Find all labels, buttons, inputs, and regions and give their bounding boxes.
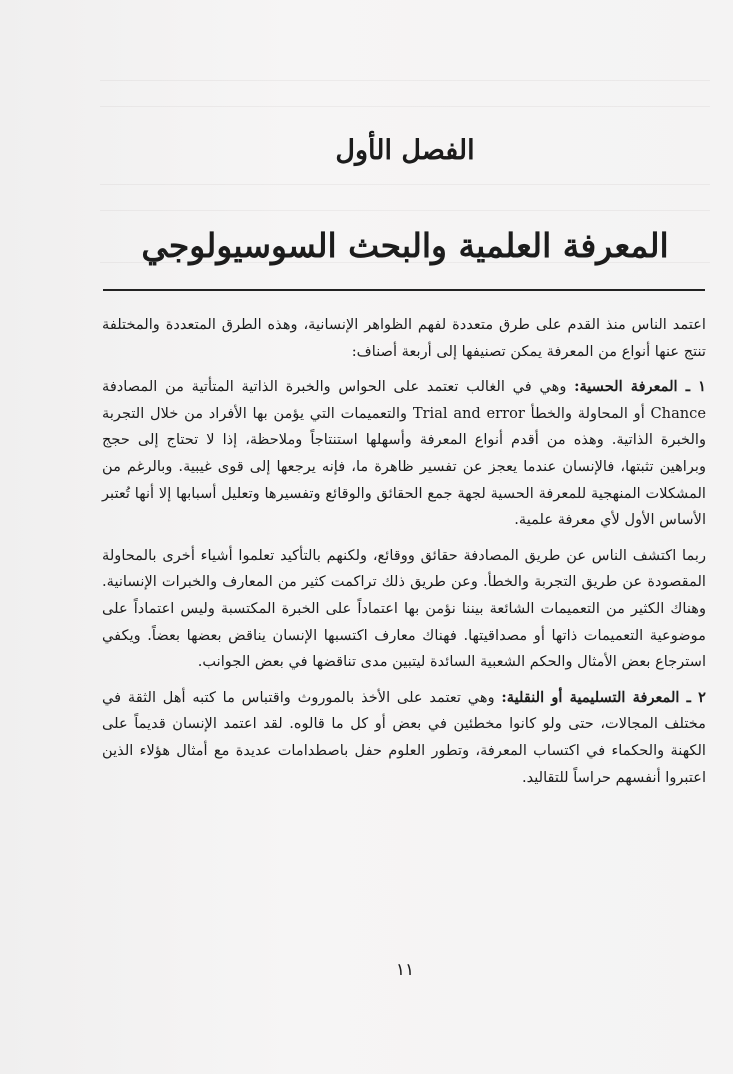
paragraph-2: ربما اكتشف الناس عن طريق المصادفة حقائق ووقائع، ولكنهم بالتأكيد تعلموا أشياء أخرى بالمحاولة المقصودة عن طريق التجربة والخطأ. وعن طريق ذلك تراكمت كثير من المعارف والخبرات الإنسانية. وهناك الكثير من التعميمات الشائعة بيننا نؤمن بها اعتماداً على الخبرة المكتسبة وليس اعتماداً على موضوعية التعميمات ذاتها أو مصداقيتها. فهناك معارف اكتسبها الإنسان يناقض بعضها بعضاً. ويكفي استرجاع بعض الأمثال والحكم الشعبية السائدة ليتبين مدى تناقضها في بعض الجوانب. <box>102 546 706 671</box>
term-chance: Chance <box>650 404 706 422</box>
section-1-heading: ١ ـ المعرفة الحسية: <box>574 378 706 396</box>
title-divider <box>103 289 705 291</box>
intro-paragraph: اعتمد الناس منذ القدم على طرق متعددة لفهم الظواهر الإنسانية، وهذه الطرق المتعددة والمختلفة تنتج عنها أنواع من المعرفة يمكن تصنيفها إلى أربعة أصناف: <box>102 316 706 360</box>
section-1-paragraph <box>102 374 706 534</box>
bleed-through-line <box>100 106 710 107</box>
chapter-title: المعرفة العلمية والبحث السوسيولوجي <box>141 226 669 265</box>
section-1-text-a: وهي في الغالب تعتمد على الحواس والخبرة الذاتية المتأتية من المصادفة <box>102 378 575 396</box>
term-trial-and-error: Trial and error <box>412 404 525 422</box>
section-2-heading: ٢ ـ المعرفة التسليمية أو النقلية: <box>501 688 706 706</box>
bleed-through-line <box>100 210 710 211</box>
section-2-text: وهي تعتمد على الأخذ بالموروث واقتباس ما كتبه أهل الثقة في مختلف المجالات، حتى ولو كانوا مخطئين في بعض أو كل ما قالوه. لقد اعتمد الإنسان قديماً على الكهنة والحكماء في اكتساب المعرفة، وتطور العلوم حفل باصطدامات عديدة مع أمثال هؤلاء الذين اعتبروا أنفسهم حراساً للتقاليد. <box>102 688 706 786</box>
bleed-through-line <box>100 184 710 185</box>
section-1-text-c: والتعميمات التي يؤمن بها الأفراد من خلال التجربة والخبرة الذاتية. وهذه من أقدم أنواع المعرفة وأسهلها استنتاجاً وملاحظة، إذا لا تحتاج إلى حجج وبراهين تثبتها، فالإنسان عندما يعجز عن تفسير ظاهرة ما، فإنه يرجعها إلى قوى غيبية. وبالرغم من المشكلات المنهجية للمعرفة الحسية لجهة جمع الحقائق والوقائع وتفسيرها وتعليل أسبابها إلا أنها تُعتبر الأساس الأول لأي معرفة علمية. <box>102 404 706 529</box>
page-number: ١١ <box>395 960 415 980</box>
body-text <box>102 312 706 791</box>
bleed-through-line <box>100 80 710 81</box>
section-1-text-b: أو المحاولة والخطأ <box>524 404 651 422</box>
chapter-number: الفصل الأول <box>335 135 475 166</box>
section-2-paragraph <box>102 685 706 791</box>
